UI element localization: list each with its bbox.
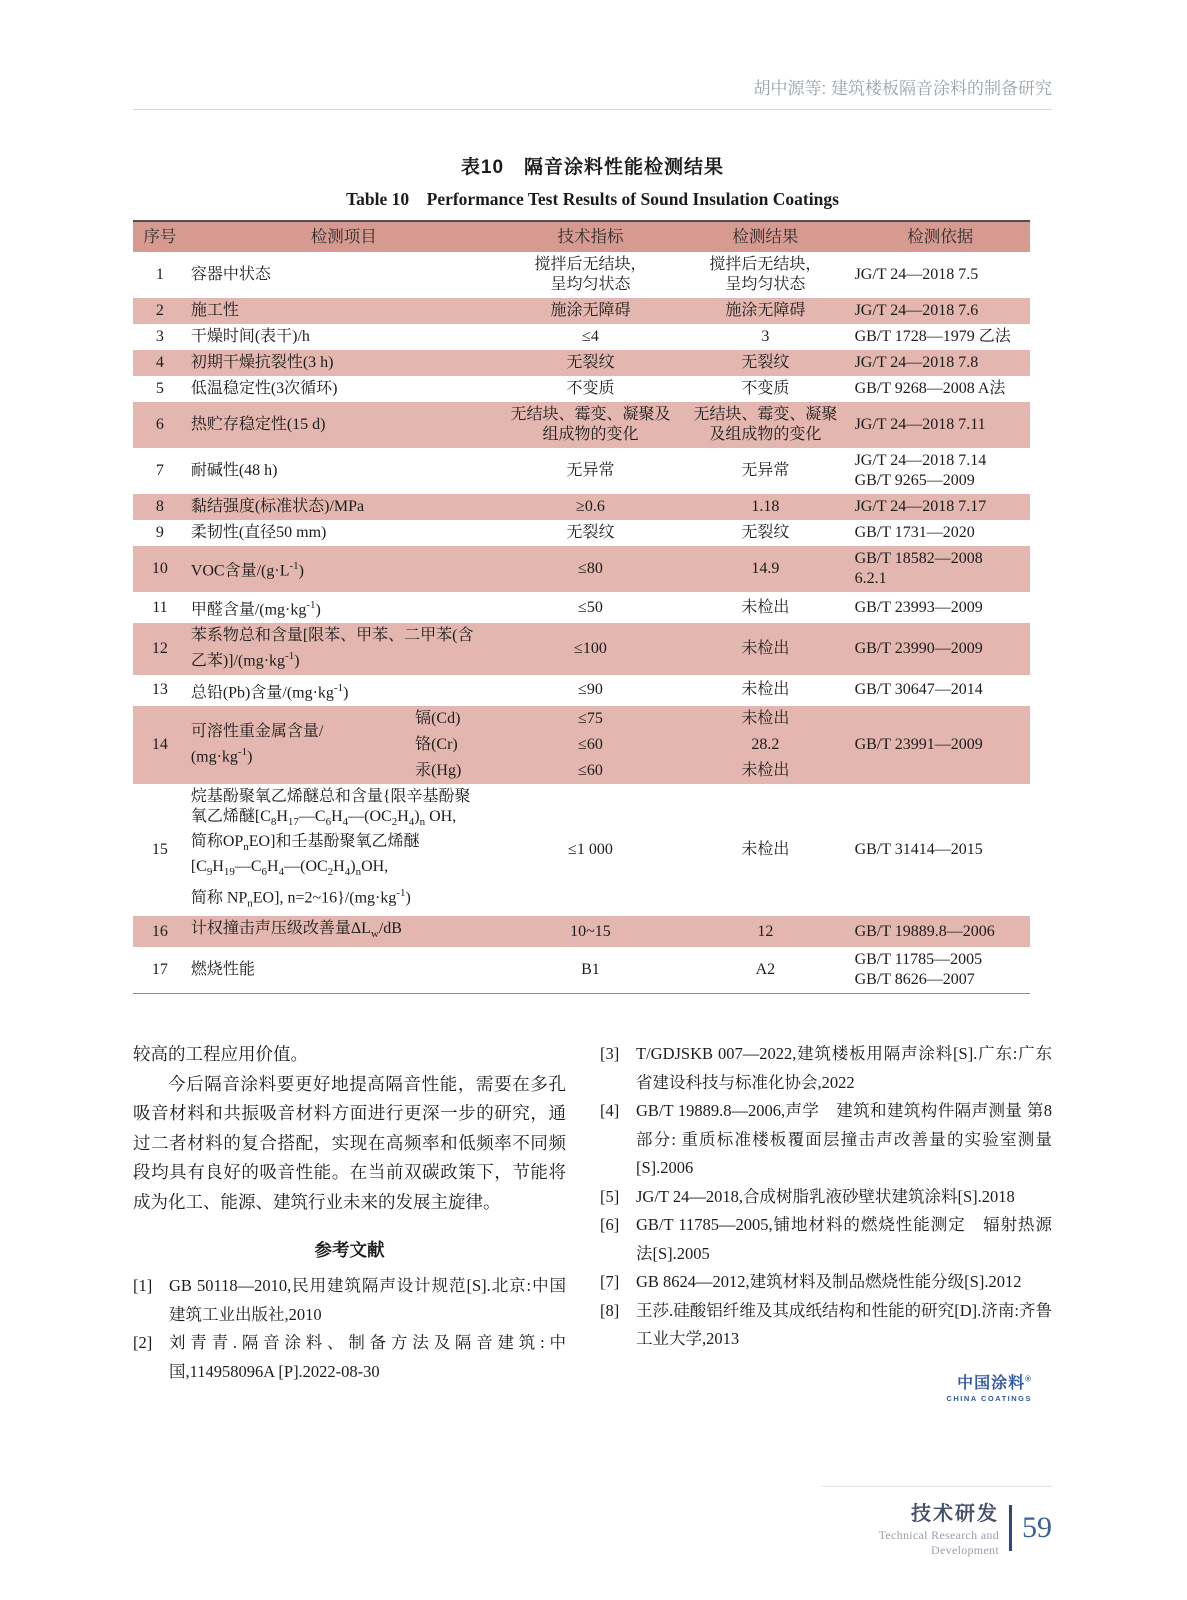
row-4-no: 4 (133, 350, 187, 376)
row-11-no: 11 (152, 598, 168, 616)
row-8-basis: JG/T 24—2018 7.17 (851, 494, 1030, 520)
row-3-result: 3 (761, 328, 770, 345)
col-header-item: 检测项目 (187, 221, 501, 252)
row-10-indicator: ≤80 (501, 546, 680, 592)
table-row (133, 947, 1030, 994)
row-13-indicator: ≤90 (578, 681, 603, 699)
row-1-item: 容器中状态 (190, 266, 271, 283)
row-14-indicator-0: ≤75 (501, 706, 680, 732)
row-1-no: 1 (155, 266, 164, 283)
logo-text-en: CHINA COATINGS (946, 1393, 1032, 1403)
table-title-zh: 表10 隔音涂料性能检测结果 (460, 157, 725, 178)
row-5-basis: GB/T 9268—2008 A法 (854, 380, 1006, 397)
row-3-indicator: ≤4 (582, 328, 599, 345)
row-14-result-0: 未检出 (680, 706, 850, 732)
row-12-item: 苯系物总和含量[限苯、甲苯、二甲苯(含 乙苯)]$/(mg\cdot kg^{-1})$ (187, 623, 501, 674)
row-14-item: 可溶性重金属含量/ $(mg\cdot kg^{-1})$ (187, 706, 411, 784)
footer-section-zh: 技术研发 (911, 1503, 999, 1525)
reference-text: GB/T 11785—2005,铺地材料的燃烧性能测定 辐射热源法[S].2005 (636, 1215, 1052, 1263)
row-9-no: 9 (155, 524, 164, 541)
row-13-basis: GB/T 30647—2014 (854, 681, 983, 699)
row-15-result: 未检出 (741, 841, 790, 859)
row-6-item: 热贮存稳定性(15 d) (187, 402, 501, 448)
row-6-basis: JG/T 24—2018 7.11 (851, 402, 1030, 448)
row-12-result: 未检出 (680, 623, 850, 674)
row-5-item: 低温稳定性(3次循环) (190, 380, 338, 397)
row-7-indicator: 无异常 (566, 462, 615, 479)
row-14-result-1: 28.2 (680, 732, 850, 758)
table-row (133, 706, 1030, 732)
bottom-section (133, 1040, 1052, 1403)
row-14-basis: GB/T 23991—2009 (851, 706, 1030, 784)
row-3-item: 干燥时间(表干)/h (190, 328, 310, 345)
row-10-item: VOC含量$/(g\cdot L^{-1})$ (187, 546, 501, 592)
row-12-indicator: ≤100 (501, 623, 680, 674)
row-15-indicator: ≤1 000 (568, 841, 613, 859)
row-7-basis: JG/T 24—2018 7.14 GB/T 9265—2009 (854, 452, 987, 489)
running-head: 胡中源等: 建筑楼板隔音涂料的制备研究 (133, 74, 1052, 110)
china-coatings-logo (600, 1370, 1052, 1403)
row-16-no: 16 (133, 916, 187, 947)
row-15-item: 烷基酚聚氧乙烯醚总和含量{限辛基酚聚 氧乙烯醚[$C_8H_{17}—C_6H_4—(OC_2H_4)_n$ OH, 简称$OP_nEO$]和壬基酚聚氧乙烯醚 [$C_9H_{19}—C_6H_4—(OC_2H_4)_nOH$, 简称 $NP_nEO$], $n=2\sim 16\}/(mg\cdot kg^{-1})$ (190, 787, 471, 910)
reference-label: [2] (133, 1333, 153, 1353)
row-14-sub-name-1: 铬(Cr) (411, 732, 501, 758)
row-17-no: 17 (151, 961, 168, 979)
row-17-result: A2 (755, 961, 776, 979)
row-17-indicator: B1 (581, 961, 600, 979)
row-7-result: 无异常 (741, 462, 790, 479)
table-row (133, 623, 1030, 674)
row-8-indicator: ≥0.6 (501, 494, 680, 520)
table-body (133, 252, 1030, 994)
table-row (133, 592, 1030, 623)
reference-label: [7] (600, 1272, 620, 1292)
left-column (133, 1040, 566, 1403)
references-heading: 参考文献 (314, 1240, 385, 1261)
table-title-en: Table 10 Performance Test Results of Sound Insulation Coatings (346, 189, 839, 209)
row-13-result: 未检出 (741, 681, 790, 699)
reference-item (600, 1211, 1052, 1268)
footer-section-labels (822, 1497, 999, 1558)
reference-text: GB 8624—2012,建筑材料及制品燃烧性能分级[S].2012 (636, 1272, 1022, 1292)
row-7-item: 耐碱性(48 h) (190, 462, 278, 479)
reference-text: JG/T 24—2018,合成树脂乳液砂壁状建筑涂料[S].2018 (636, 1186, 1015, 1206)
row-14-sub-name-2: 汞(Hg) (411, 758, 501, 784)
page-footer (822, 1486, 1052, 1558)
table-row (133, 675, 1030, 706)
row-16-item: 计权撞击声压级改善量$\Delta L_w/dB$ (187, 916, 501, 947)
row-16-indicator: 10~15 (501, 916, 680, 947)
col-header-basis: 检测依据 (851, 221, 1030, 252)
row-4-item: 初期干燥抗裂性(3 h) (187, 350, 501, 376)
table-row (133, 520, 1030, 546)
reference-item (600, 1297, 1052, 1354)
table-row (133, 252, 1030, 298)
reference-item (600, 1097, 1052, 1183)
row-1-basis: JG/T 24—2018 7.5 (854, 266, 979, 283)
reference-item (133, 1329, 566, 1386)
row-6-no: 6 (133, 402, 187, 448)
row-14-result-2: 未检出 (680, 758, 850, 784)
performance-table (133, 220, 1030, 994)
right-column (600, 1040, 1052, 1403)
row-7-no: 7 (155, 462, 164, 479)
row-16-result: 12 (680, 916, 850, 947)
table-row (133, 376, 1030, 402)
row-10-no: 10 (133, 546, 187, 592)
row-12-basis: GB/T 23990—2009 (851, 623, 1030, 674)
row-9-result: 无裂纹 (741, 524, 790, 541)
row-14-indicator-2: ≤60 (501, 758, 680, 784)
row-1-indicator: 搅拌后无结块， 呈均匀状态 (534, 256, 647, 293)
table-row (133, 324, 1030, 350)
table-row (133, 494, 1030, 520)
row-14-indicator-1: ≤60 (501, 732, 680, 758)
reference-label: [6] (600, 1215, 620, 1235)
row-1-result: 搅拌后无结块， 呈均匀状态 (709, 256, 822, 293)
reference-item (600, 1183, 1052, 1212)
table-row (133, 916, 1030, 947)
row-12-no: 12 (133, 623, 187, 674)
col-header-result: 检测结果 (680, 221, 850, 252)
row-8-item: 黏结强度(标准状态)/MPa (187, 494, 501, 520)
table-row (133, 298, 1030, 324)
row-9-item: 柔韧性(直径50 mm) (190, 524, 327, 541)
table-row (133, 402, 1030, 448)
page-number: 59 (1022, 1510, 1052, 1544)
col-header-indicator: 技术指标 (501, 221, 680, 252)
reference-item (133, 1272, 566, 1329)
row-14-sub-name-0: 镉(Cd) (411, 706, 501, 732)
row-9-indicator: 无裂纹 (566, 524, 615, 541)
row-6-indicator: 无结块、霉变、凝聚及 组成物的变化 (501, 402, 680, 448)
row-10-result: 14.9 (680, 546, 850, 592)
table-row (133, 784, 1030, 916)
table-header (133, 221, 1030, 252)
row-5-result: 不变质 (741, 380, 790, 397)
row-5-no: 5 (155, 380, 164, 397)
reference-list-left (133, 1272, 566, 1386)
reference-text: GB/T 19889.8—2006,声学 建筑和建筑构件隔声测量 第8部分: 重质标准楼板覆面层撞击声改善量的实验室测量[S].2006 (636, 1101, 1052, 1178)
row-13-no: 13 (151, 681, 168, 699)
row-2-result: 施涂无障碍 (680, 298, 850, 324)
page-content (133, 140, 1052, 1403)
row-15-basis: GB/T 31414—2015 (854, 841, 983, 859)
row-4-result: 无裂纹 (680, 350, 850, 376)
reference-text: 王莎.硅酸铝纤维及其成纸结构和性能的研究[D].济南:齐鲁工业大学,2013 (636, 1300, 1052, 1349)
row-8-no: 8 (133, 494, 187, 520)
body-paragraph-2: 今后隔音涂料要更好地提高隔音性能，需要在多孔吸音材料和共振吸音材料方面进行更深一步的研究，通过二者材料的复合搭配，实现在高频率和低频率不同频段均具有良好的吸音性能。在当前双碳政策下，节能将成为化工、能源、建筑行业未来的发展主旋律。 (133, 1073, 566, 1212)
registered-mark: ® (1025, 1374, 1032, 1384)
row-15-no: 15 (151, 841, 168, 859)
col-header-no: 序号 (133, 221, 187, 252)
row-16-basis: GB/T 19889.8—2006 (851, 916, 1030, 947)
row-2-basis: JG/T 24—2018 7.6 (851, 298, 1030, 324)
body-paragraph-1: 较高的工程应用价值。 (133, 1044, 308, 1065)
footer-section-en: Technical Research and Development (878, 1528, 999, 1557)
row-5-indicator: 不变质 (566, 380, 615, 397)
row-6-result: 无结块、霉变、凝聚 及组成物的变化 (680, 402, 850, 448)
row-17-item: 燃烧性能 (190, 961, 255, 979)
table-row (133, 546, 1030, 592)
row-14-no: 14 (133, 706, 187, 784)
table-row (133, 448, 1030, 494)
reference-label: [5] (600, 1186, 620, 1206)
row-11-indicator: ≤50 (578, 598, 603, 616)
reference-text: T/GDJSKB 007—2022,建筑楼板用隔声涂料[S].广东:广东省建设科技与标准化协会,2022 (636, 1044, 1052, 1092)
row-2-indicator: 施涂无障碍 (501, 298, 680, 324)
row-3-no: 3 (155, 328, 164, 345)
table-row (133, 350, 1030, 376)
reference-label: [8] (600, 1300, 620, 1320)
row-17-basis: GB/T 11785—2005 GB/T 8626—2007 (854, 951, 983, 989)
reference-text: GB 50118—2010,民用建筑隔声设计规范[S].北京:中国建筑工业出版社,2010 (169, 1276, 566, 1324)
row-2-item: 施工性 (187, 298, 501, 324)
row-9-basis: GB/T 1731—2020 (854, 524, 975, 541)
reference-label: [3] (600, 1044, 620, 1064)
logo-text-zh: 中国涂料® (957, 1374, 1032, 1392)
table-header-row (133, 221, 1030, 252)
reference-label: [4] (600, 1101, 620, 1121)
row-11-item: 甲醛含量$/(mg\cdot kg^{-1})$ (190, 599, 321, 619)
row-4-indicator: 无裂纹 (501, 350, 680, 376)
reference-item (600, 1268, 1052, 1297)
row-3-basis: GB/T 1728—1979 乙法 (854, 328, 1011, 345)
row-8-result: 1.18 (680, 494, 850, 520)
row-2-no: 2 (133, 298, 187, 324)
footer-divider-bar (1009, 1505, 1012, 1551)
row-4-basis: JG/T 24—2018 7.8 (851, 350, 1030, 376)
row-11-basis: GB/T 23993—2009 (854, 598, 983, 616)
reference-text: 刘青青.隔音涂料、制备方法及隔音建筑:中国,114958096A [P].2022-08-30 (169, 1333, 566, 1381)
reference-item (600, 1040, 1052, 1097)
row-11-result: 未检出 (741, 598, 790, 616)
reference-label: [1] (133, 1276, 153, 1296)
reference-list-right (600, 1040, 1052, 1354)
row-13-item: 总铅(Pb)含量$/(mg\cdot kg^{-1})$ (190, 681, 349, 701)
row-10-basis: GB/T 18582—2008 6.2.1 (851, 546, 1030, 592)
